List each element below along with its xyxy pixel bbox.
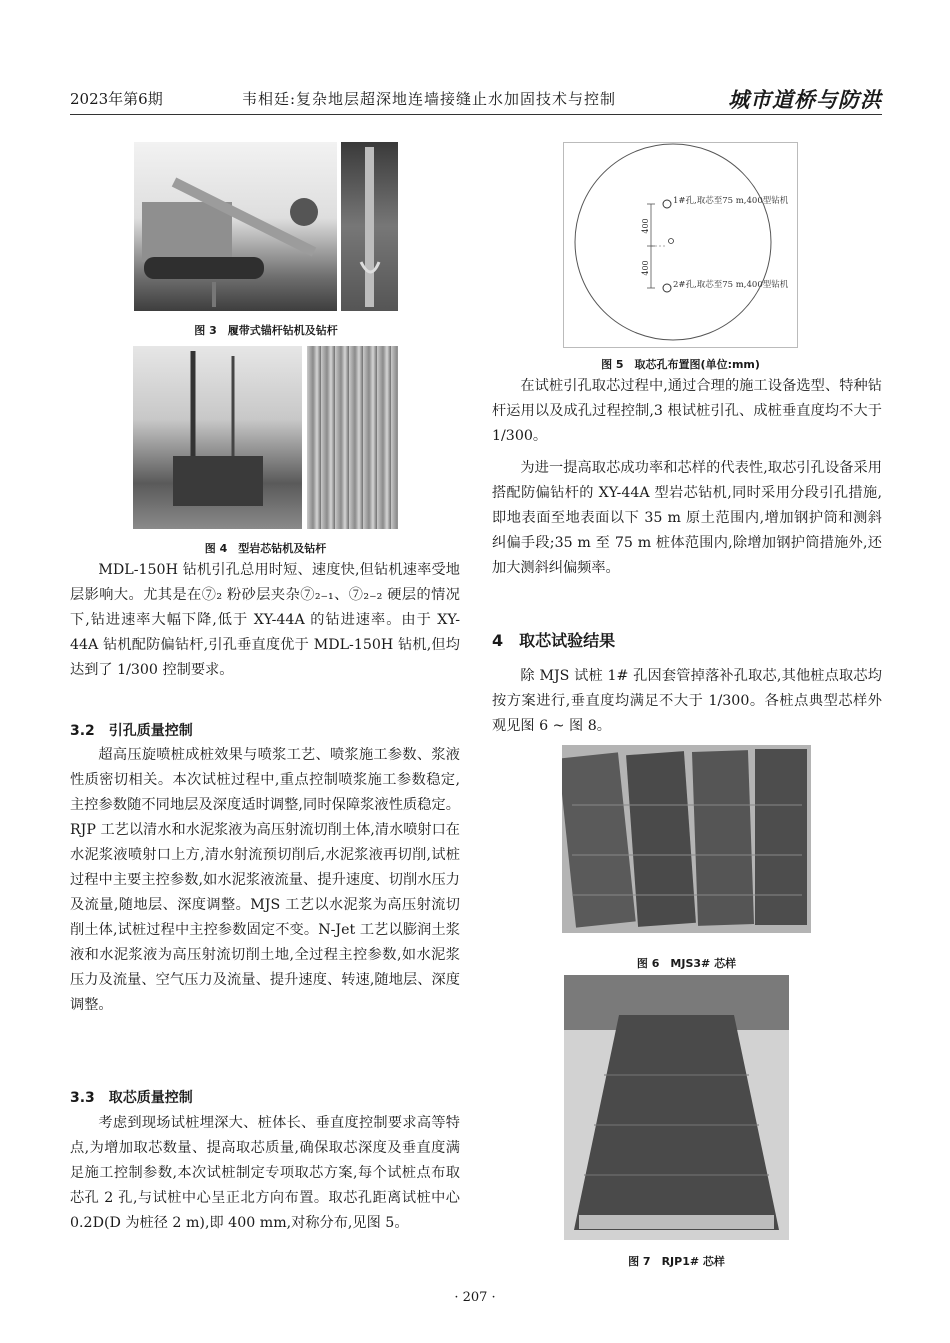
hole-2-label: 2#孔,取芯至75 m,400型钻机	[673, 280, 789, 290]
figure-7-caption: 图 7 RJP1# 芯样	[628, 1255, 725, 1268]
figure-6-caption: 图 6 MJS3# 芯样	[636, 957, 737, 970]
figure-7-core-rows	[564, 975, 789, 1240]
figure-4-photo-rods	[307, 346, 398, 529]
figure-6-photo-core-samples	[562, 745, 811, 933]
right-paragraph-1	[492, 374, 882, 449]
dimension-lower: 400	[641, 260, 650, 276]
header-rule	[70, 114, 882, 115]
figure-3-drill-sketch	[134, 142, 337, 311]
figure-4-photo-drill	[133, 346, 302, 529]
figure-5-caption: 图 5 取芯孔布置图(单位:mm)	[601, 358, 760, 371]
section-heading-3-2: 3.2 引孔质量控制	[70, 723, 193, 739]
paragraph-text: MDL-150H 钻机引孔总用时短、速度快,但钻机速率受地层影响大。尤其是在⑦₂ 粉砂层夹杂⑦₂₋₁、⑦₂₋₂ 硬层的情况下,钻进速率大幅下降,低于 XY-44A 的钻进速率。由于 XY-44A 钻机配防偏钻杆,引孔垂直度优于 MDL-150H 钻机,但均达到了 1/300 控制要求。	[70, 562, 460, 678]
right-paragraph-3	[492, 664, 882, 739]
right-paragraph-2	[492, 456, 882, 581]
paragraph-text: 在试桩引孔取芯过程中,通过合理的施工设备选型、特种钻杆运用以及成孔过程控制,3 根试桩引孔、成桩垂直度均不大于 1/300。	[492, 378, 882, 444]
left-paragraph-2	[70, 743, 460, 1018]
figure-3-rod-sketch	[341, 142, 398, 311]
running-header	[70, 84, 882, 114]
pile-center-point	[669, 239, 674, 244]
figure-7-photo-core-samples	[564, 975, 789, 1240]
dimension-upper: 400	[641, 218, 650, 234]
paragraph-text: 为进一提高取芯成功率和芯样的代表性,取芯引孔设备采用搭配防偏钻杆的 XY-44A 型岩芯钻机,同时采用分段引孔措施,即地表面至地表面以下 35 m 原土范围内,增加钢护筒和测斜纠偏手段;35 m 至 75 m 桩体范围内,除增加钢护筒措施外,还加大测斜纠偏频率。	[492, 460, 882, 576]
figure-6-core-rows	[562, 745, 811, 933]
paragraph-text: 考虑到现场试桩埋深大、桩体长、垂直度控制要求高等特点,为增加取芯数量、提高取芯质量,确保取芯深度及垂直度满足施工控制参数,本次试桩制定专项取芯方案,每个试桩点布取芯孔 2 孔,与试桩中心呈正北方向布置。取芯孔距离试桩中心 0.2D(D 为桩径 2 m),即 400 mm,对称分布,见图 5。	[70, 1115, 460, 1231]
core-hole-2	[663, 284, 671, 292]
figure-3-caption: 图 3 履带式锚杆钻机及钻杆	[194, 324, 338, 337]
figure-4-caption: 图 4 型岩芯钻机及钻杆	[204, 542, 327, 555]
section-heading-4: 4 取芯试验结果	[492, 631, 616, 650]
hole-1-label: 1#孔,取芯至75 m,400型钻机	[673, 196, 789, 206]
core-hole-1	[663, 200, 671, 208]
article-running-title: 韦相廷:复杂地层超深地连墙接缝止水加固技术与控制	[242, 90, 617, 108]
left-paragraph-3	[70, 1111, 460, 1236]
page-number: · 207 ·	[454, 1290, 496, 1305]
figure-5-diagram	[563, 142, 798, 348]
left-paragraph-1	[70, 558, 460, 683]
journal-issue: 2023年第6期	[70, 90, 163, 108]
journal-brand: 城市道桥与防洪	[728, 87, 882, 112]
paragraph-text: 超高压旋喷桩成桩效果与喷浆工艺、喷浆施工参数、浆液性质密切相关。本次试桩过程中,重点控制喷浆施工参数稳定,主控参数随不同地层及深度适时调整,同时保障浆液性质稳定。RJP 工艺以清水和水泥浆液为高压射流切削土体,清水喷射口在水泥浆液喷射口上方,清水射流预切削后,水泥浆液再切削,试桩过程中主要主控参数,如水泥浆液流量、提升速度、切削水压力及流量,随地层、深度调整。MJS 工艺以水泥浆为高压射流切削土体,试桩过程中主控参数固定不变。N-Jet 工艺以膨润土浆液和水泥浆液为高压射流切削土地,全过程主控参数,如水泥浆压力及流量、空气压力及流量、提升速度、转速,随地层、深度调整。	[70, 747, 460, 1013]
figure-4-drill-sketch	[133, 346, 302, 529]
paragraph-text: 除 MJS 试桩 1# 孔因套管掉落补孔取芯,其他桩点取芯均按方案进行,垂直度均满足不大于 1/300。各桩点典型芯样外观见图 6 ~ 图 8。	[492, 668, 882, 734]
figure-3-photo-rod	[341, 142, 398, 311]
figure-3-photo-drill	[134, 142, 337, 311]
section-heading-3-3: 3.3 取芯质量控制	[70, 1090, 193, 1106]
